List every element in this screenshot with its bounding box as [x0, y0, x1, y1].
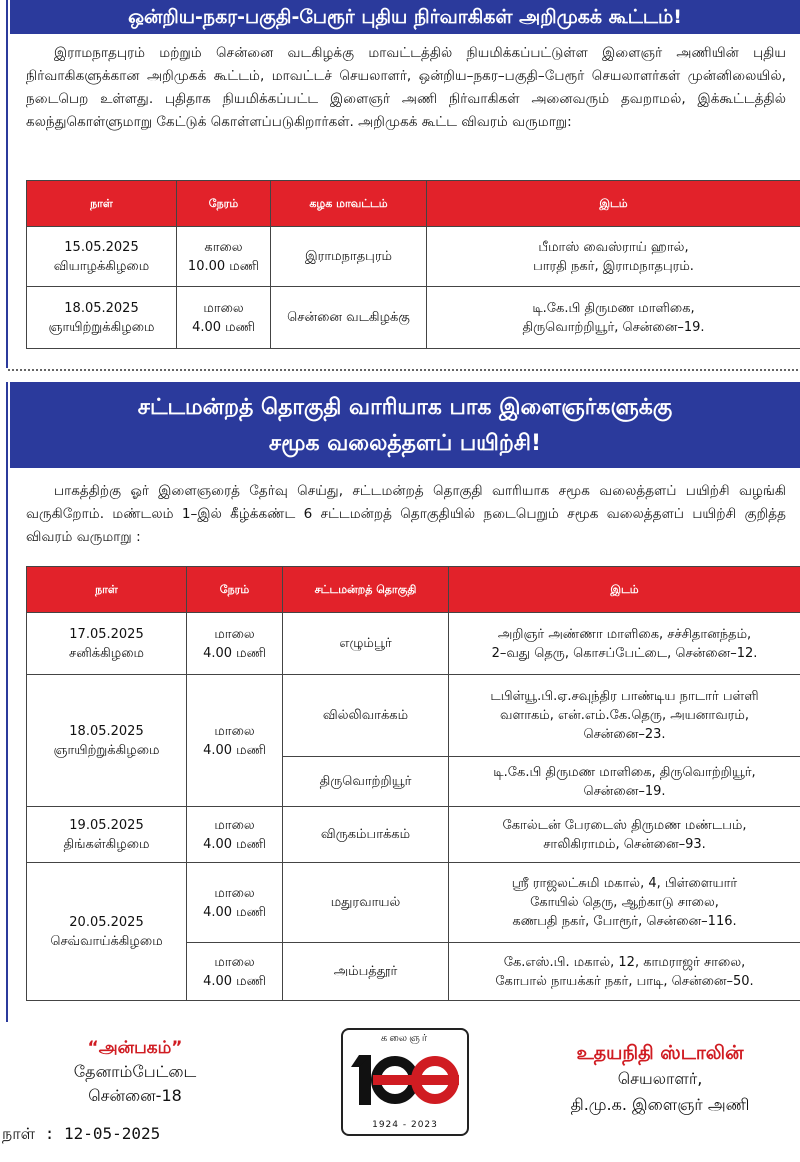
section1-intro: இராமநாதபுரம் மற்றும் சென்னை வடகிழக்கு மாவட்டத்தில் நியமிக்கப்பட்டுள்ள இளைஞர் அணியின் புதிய நிர்வாகிகளுக்கான அறிமுகக் கூட்டம், மாவட்டச் செயலாளர், ஒன்றிய–நகர–பகுதி–பேரூர் செயலாளர்கள் முன்னிலையில், நடைபெற உள்ளது. புதிதாக நியமிக்கப்பட்ட இளைஞர் அணி நிர்வாகிகள் அனைவரும் தவறாமல், இக்கூட்டத்தில் கலந்துகொள்ளுமாறு கேட்டுக் கொள்ளப்படுகிறார்கள். அறிமுகக் கூட்ட விவரம் வருமாறு: — [26, 45, 786, 130]
table-row — [27, 613, 800, 675]
date-cell: 19.05.2025 திங்கள்கிழமை — [27, 807, 187, 863]
date-cell: 20.05.2025 செவ்வாய்க்கிழமை — [27, 863, 187, 1001]
table-row — [27, 807, 800, 863]
kalaignar-100-logo — [341, 1028, 469, 1136]
header-date: நாள் — [27, 567, 187, 613]
header-time: நேரம் — [177, 181, 271, 227]
logo-years: 1924 - 2023 — [372, 1120, 438, 1130]
section2-title-line2: சமூக வலைத்தளப் பயிற்சி! — [268, 431, 542, 456]
section2-intro: பாகத்திற்கு ஓர் இளைஞரைத் தேர்வு செய்து, சட்டமன்றத் தொகுதி வாரியாக சமூக வலைத்தளப் பயிற்சி வழங்கி வருகிறோம். மண்டலம் 1–இல் கீழ்க்கண்ட 6 சட்டமன்றத் தொகுதியில் நடைபெறும் சமூக வலைத்தளப் பயிற்சி குறித்த விவரம் வருமாறு : — [26, 483, 786, 545]
constituency-cell: எழும்பூர் — [283, 613, 449, 675]
header-time: நேரம் — [187, 567, 283, 613]
left-border-top — [6, 0, 8, 368]
time-cell: மாலை 4.00 மணி — [187, 807, 283, 863]
header-venue: இடம் — [449, 567, 800, 613]
venue-cell: அறிஞர் அண்ணா மாளிகை, சச்சிதானந்தம், 2–வது தெரு, கொசப்பேட்டை, சென்னை–12. — [449, 613, 800, 675]
section1-title: ஒன்றிய-நகர-பகுதி-பேரூர் புதிய நிர்வாகிகள் அறிமுகக் கூட்டம்! — [10, 0, 800, 34]
table-row — [27, 675, 800, 757]
logo-number-icon — [343, 1047, 467, 1113]
district-cell: இராமநாதபுரம் — [271, 227, 427, 287]
signatory-org: தி.மு.க. இளைஞர் அணி — [570, 1095, 750, 1114]
date-cell: 18.05.2025 ஞாயிற்றுக்கிழமை — [27, 287, 177, 349]
section2-title — [10, 382, 800, 468]
time-cell: மாலை 4.00 மணி — [187, 943, 283, 1001]
office-area: தேனாம்பேட்டை — [73, 1062, 197, 1081]
office-city: சென்னை-18 — [88, 1086, 182, 1105]
date-cell: 18.05.2025 ஞாயிற்றுக்கிழமை — [27, 675, 187, 807]
venue-cell: கே.எஸ்.பி. மகால், 12, காமராஜர் சாலை, கோபால் நாயக்கர் நகர், பாடி, சென்னை–50. — [449, 943, 800, 1001]
date-cell: 15.05.2025 வியாழக்கிழமை — [27, 227, 177, 287]
table-row — [27, 287, 800, 349]
section2-title-line1: சட்டமன்றத் தொகுதி வாரியாக பாக இளைஞர்களுக்கு — [137, 395, 673, 420]
venue-cell: டபிள்யூ.பி.ஏ.சவுந்திர பாண்டிய நாடார் பள்ளி வளாகம், என்.எம்.கே.தெரு, அயனாவரம், சென்னை–23. — [449, 675, 800, 757]
constituency-cell: வில்லிவாக்கம் — [283, 675, 449, 757]
constituency-cell: திருவொற்றியூர் — [283, 757, 449, 807]
constituency-cell: விருகம்பாக்கம் — [283, 807, 449, 863]
signatory-role: செயலாளர், — [617, 1069, 703, 1088]
header-venue: இடம் — [427, 181, 800, 227]
left-border-bottom — [6, 382, 8, 1022]
table-row — [27, 863, 800, 943]
header-district: கழக மாவட்டம் — [271, 181, 427, 227]
venue-cell: கோல்டன் பேரடைஸ் திருமண மண்டபம், சாலிகிராமம், சென்னை–93. — [449, 807, 800, 863]
venue-cell: டி.கே.பி திருமண மாளிகை, திருவொற்றியூர், சென்னை–19. — [427, 287, 800, 349]
district-cell: சென்னை வடகிழக்கு — [271, 287, 427, 349]
venue-cell: பீமாஸ் வைஸ்ராய் ஹால், பாரதி நகர், இராமநாதபுரம். — [427, 227, 800, 287]
time-cell: காலை 10.00 மணி — [177, 227, 271, 287]
meeting-table — [26, 180, 800, 349]
time-cell: மாலை 4.00 மணி — [187, 613, 283, 675]
office-name: “அன்பகம்” — [87, 1038, 183, 1058]
header-date: நாள் — [27, 181, 177, 227]
signatory-name: உதயநிதி ஸ்டாலின் — [576, 1042, 744, 1064]
sender-address — [0, 1036, 270, 1108]
time-cell: மாலை 4.00 மணி — [187, 863, 283, 943]
venue-cell: டி.கே.பி திருமண மாளிகை, திருவொற்றியூர், சென்னை–19. — [449, 757, 800, 807]
time-cell: மாலை 4.00 மணி — [187, 675, 283, 807]
signature-block — [520, 1040, 800, 1118]
logo-caption: கலைஞர் — [380, 1033, 430, 1044]
venue-cell: ஸ்ரீ ராஜலட்சுமி மகால், 4, பிள்ளையார் கோயில் தெரு, ஆற்காடு சாலை, கணபதி நகர், போரூர், சென்னை–116. — [449, 863, 800, 943]
constituency-cell: மதுரவாயல் — [283, 863, 449, 943]
date-cell: 17.05.2025 சனிக்கிழமை — [27, 613, 187, 675]
header-constituency: சட்டமன்றத் தொகுதி — [283, 567, 449, 613]
time-cell: மாலை 4.00 மணி — [177, 287, 271, 349]
section-divider — [8, 369, 798, 371]
training-table — [26, 566, 800, 1001]
issue-date: நாள் : 12-05-2025 — [2, 1124, 161, 1143]
table-row — [27, 227, 800, 287]
constituency-cell: அம்பத்தூர் — [283, 943, 449, 1001]
